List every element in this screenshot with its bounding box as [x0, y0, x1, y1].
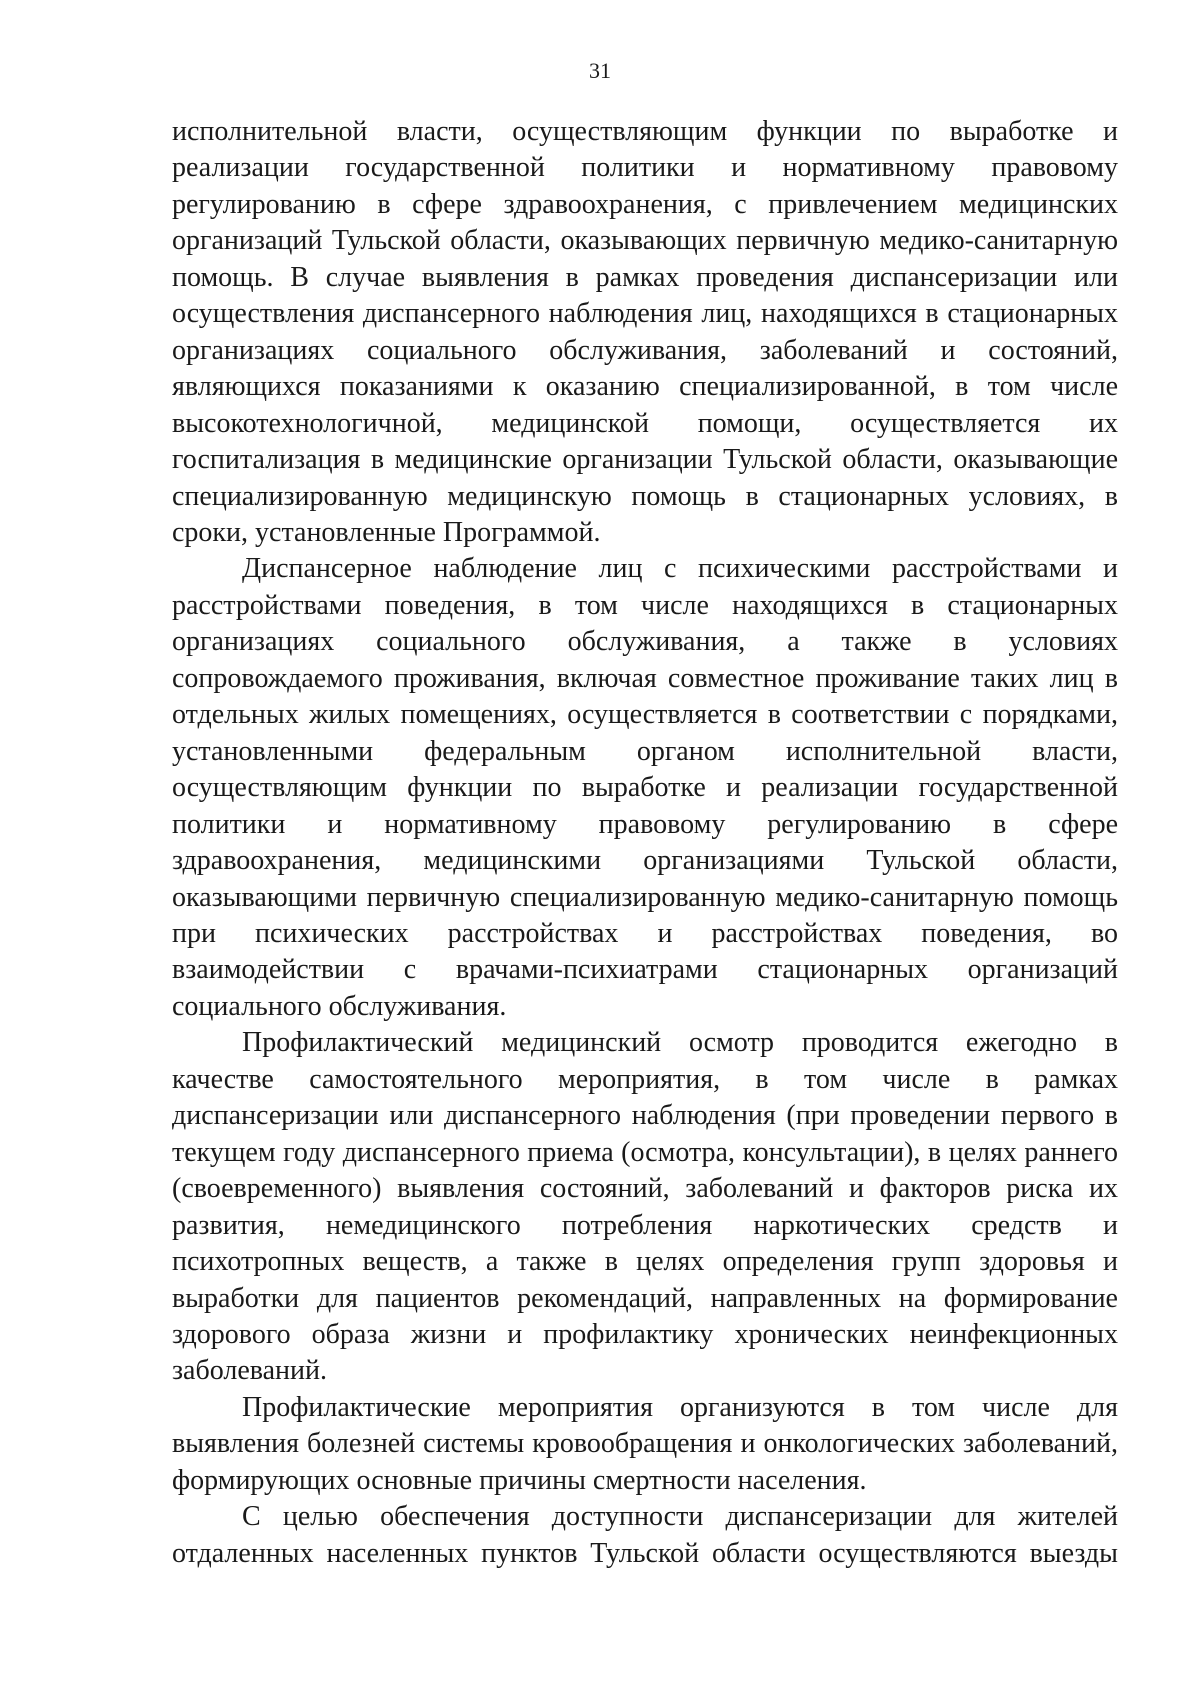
paragraph: Профилактический медицинский осмотр проводится ежегодно в качестве самостоятельного мероприятия, в том числе в рамках диспансеризации или диспансерного наблюдения (при проведении первого в текущем году диспансерного приема (осмотра, консультации), в целях раннего (своевременного) выявления состояний, заболеваний и факторов риска их развития, немедицинского потребления наркотических средств и психотропных веществ, а также в целях определения групп здоровья и выработки для пациентов рекомендаций, направленных на формирование здорового образа жизни и профилактику хронических неинфекционных заболеваний.	[172, 1027, 1118, 1387]
page-number: 31	[589, 58, 611, 83]
paragraph: Диспансерное наблюдение лиц с психическими расстройствами и расстройствами поведения, в том числе находящихся в стационарных организациях социального обслуживания, а также в условиях сопровождаемого проживания, включая совместное проживание таких лиц в отдельных жилых помещениях, осуществляется в соответствии с порядками, установленными федеральным органом исполнительной власти, осуществляющим функции по выработке и реализации государственной политики и нормативному правовому регулированию в сфере здравоохранения, медицинскими организациями Тульской области, оказывающими первичную специализированную медико-санитарную помощь при психических расстройствах и расстройствах поведения, во взаимодействии с врачами-психиатрами стационарных организаций социального обслуживания.	[172, 553, 1118, 1022]
paragraph: Профилактические мероприятия организуются в том числе для выявления болезней системы кровообращения и онкологических заболеваний, формирующих основные причины смертности населения.	[172, 1391, 1118, 1496]
document-body	[172, 114, 1118, 1572]
paragraph: исполнительной власти, осуществляющим функции по выработке и реализации государственной политики и нормативному правовому регулированию в сфере здравоохранения, с привлечением медицинских организаций Тульской области, оказывающих первичную медико-санитарную помощь. В случае выявления в рамках проведения диспансеризации или осуществления диспансерного наблюдения лиц, находящихся в стационарных организациях социального обслуживания, заболеваний и состояний, являющихся показаниями к оказанию специализированной, в том числе высокотехнологичной, медицинской помощи, осуществляется их госпитализация в медицинские организации Тульской области, оказывающие специализированную медицинскую помощь в стационарных условиях, в сроки, установленные Программой.	[172, 116, 1118, 548]
paragraph: С целью обеспечения доступности диспансеризации для жителей отдаленных населенных пунктов Тульской области осуществляются выезды	[172, 1501, 1118, 1569]
